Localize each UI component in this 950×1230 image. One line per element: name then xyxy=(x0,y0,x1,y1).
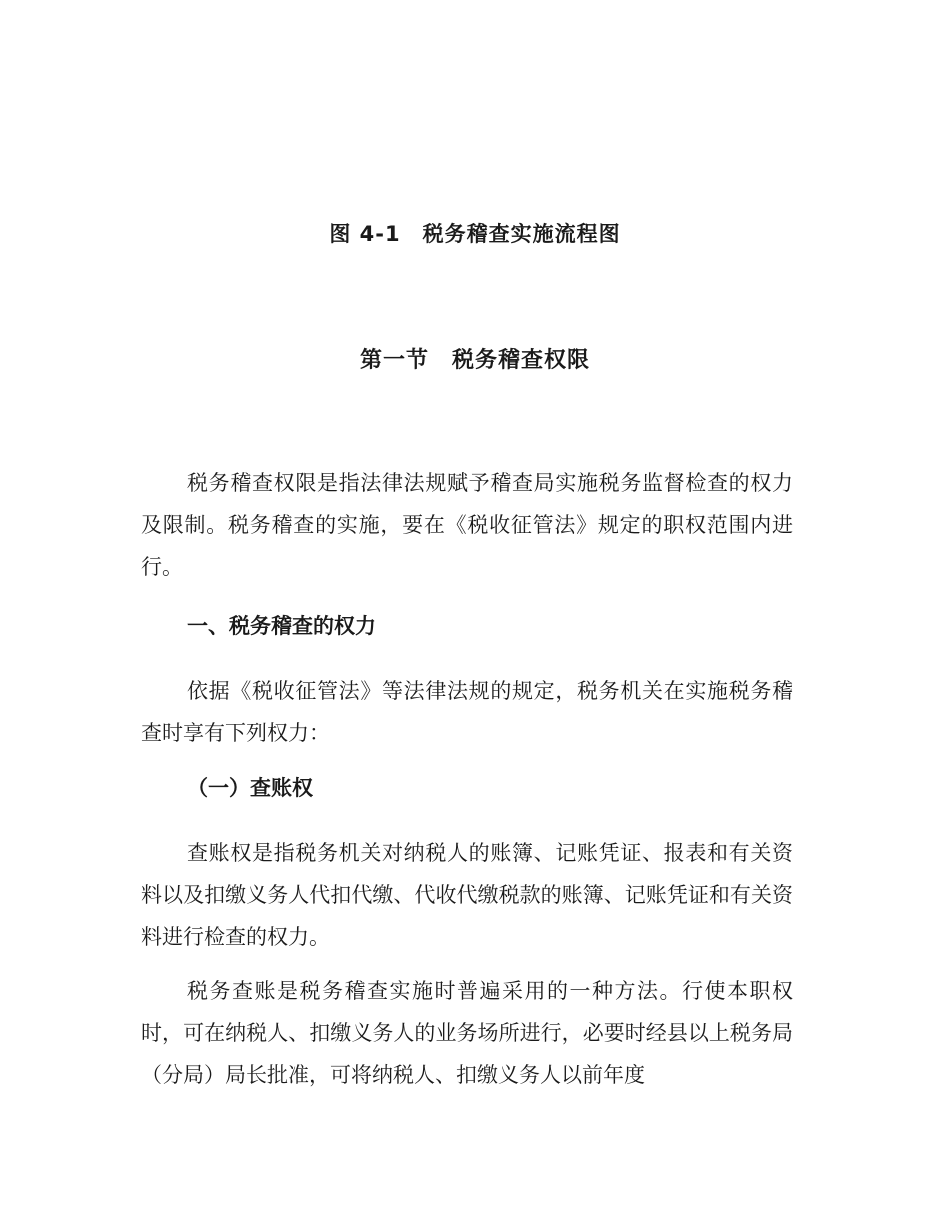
method-paragraph: 税务查账是税务稽查实施时普遍采用的一种方法。行使本职权时，可在纳税人、扣缴义务人的业务场所进行，必要时经县以上税务局（分局）局长批准，可将纳税人、扣缴义务人以前年度 xyxy=(141,979,793,1087)
intro-paragraph: 税务稽查权限是指法律法规赋予稽查局实施税务监督检查的权力及限制。税务稽查的实施，要在《税收征管法》规定的职权范围内进行。 xyxy=(141,471,793,579)
section-title: 第一节 税务稽查权限 xyxy=(359,348,590,373)
heading-powers: 一、税务稽查的权力 xyxy=(187,614,376,638)
definition-paragraph: 查账权是指税务机关对纳税人的账簿、记账凭证、报表和有关资料以及扣缴义务人代扣代缴、代收代缴税款的账簿、记账凭证和有关资料进行检查的权力。 xyxy=(141,841,793,949)
figure-caption: 图 4-1 税务稽查实施流程图 xyxy=(329,222,621,246)
subheading-audit-right: （一）查账权 xyxy=(187,775,313,800)
basis-paragraph: 依据《税收征管法》等法律法规的规定，税务机关在实施税务稽查时享有下列权力： xyxy=(141,679,793,745)
